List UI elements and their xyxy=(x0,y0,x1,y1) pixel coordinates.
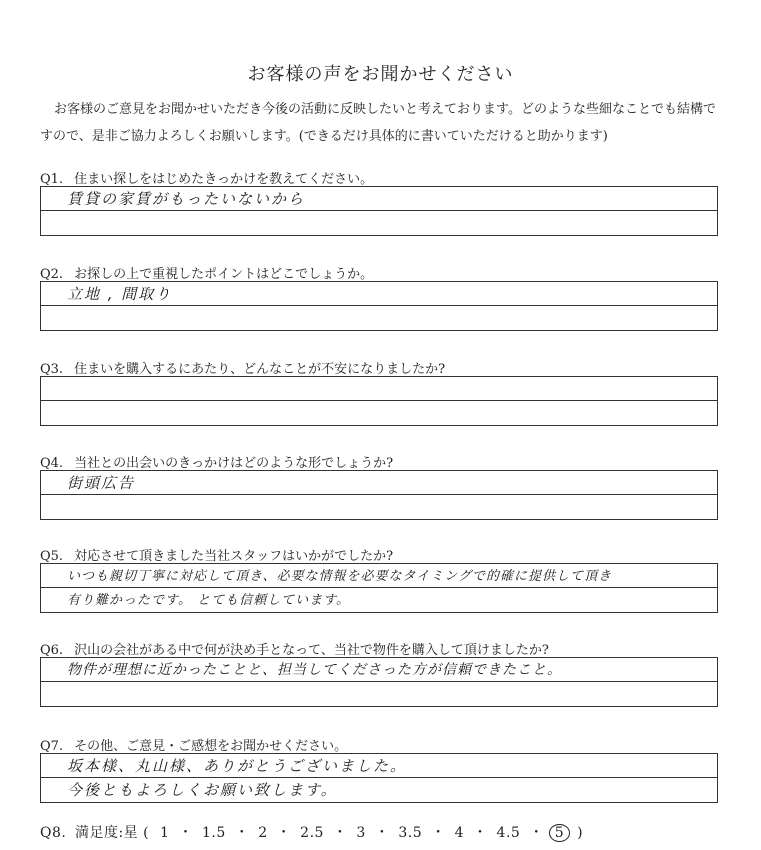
question-3 xyxy=(40,358,445,377)
answer-box-3[interactable] xyxy=(40,376,718,426)
answer-line: 坂本様、丸山様、ありがとうございました。 xyxy=(67,757,408,775)
question-number: Q4. xyxy=(40,456,64,471)
answer-line: いつも親切丁寧に対応して頂き、必要な情報を必要なタイミングで的確に提供して頂き xyxy=(67,569,612,584)
answer-box-5[interactable] xyxy=(40,563,718,613)
rating-option-5[interactable]: 5 xyxy=(549,824,570,842)
question-number: Q2. xyxy=(40,267,64,282)
question-text: 当社との出会いのきっかけはどのような形でしょうか? xyxy=(74,456,394,471)
answer-line: 今後ともよろしくお願い致します。 xyxy=(67,781,338,799)
satisfaction-rating xyxy=(40,822,583,842)
answer-line: 賃貸の家賃がもったいないから xyxy=(67,190,306,208)
rating-option-1-5[interactable]: 1.5 xyxy=(201,825,226,841)
answer-line: 有り難かったです。 とても信頼しています。 xyxy=(67,593,351,608)
answer-box-6[interactable] xyxy=(40,657,718,707)
answer-box-1[interactable] xyxy=(40,186,718,236)
answer-line: 街頭広告 xyxy=(67,474,136,492)
question-7 xyxy=(40,735,347,754)
rating-separator: ・ xyxy=(332,825,348,841)
rating-separator: ・ xyxy=(431,825,446,841)
rating-close: ) xyxy=(577,825,584,841)
question-text: その他、ご意見・ご感想をお聞かせください。 xyxy=(74,739,348,754)
question-2 xyxy=(40,263,373,282)
rating-options xyxy=(154,822,572,842)
answer-box-7[interactable] xyxy=(40,753,718,803)
rating-separator: ・ xyxy=(178,825,193,841)
question-text: お探しの上で重視したポイントはどこでしょうか。 xyxy=(74,267,374,282)
answer-line: 物件が理想に近かったことと、担当してくださった方が信頼できたこと。 xyxy=(67,662,562,678)
rating-option-4[interactable]: 4 xyxy=(454,825,465,841)
question-number: Q8. xyxy=(40,825,67,841)
question-6 xyxy=(40,639,549,658)
rating-separator: ・ xyxy=(374,825,390,841)
question-number: Q7. xyxy=(40,739,64,754)
answer-line: 立地 , 間取り xyxy=(67,285,173,303)
question-1 xyxy=(40,168,373,187)
answer-box-2[interactable] xyxy=(40,281,718,331)
question-number: Q6. xyxy=(40,643,64,658)
question-text: 対応させて頂きました当社スタッフはいかがでしたか? xyxy=(74,549,394,564)
intro-text: お客様のご意見をお聞かせいただき今後の活動に反映したいと考えております。どのような些細なことでも結構ですので、是非ご協力よろしくお願いします。(できるだけ具体的に書いていただけると助かります) xyxy=(40,102,716,144)
question-number: Q1. xyxy=(40,172,64,187)
question-4 xyxy=(40,452,393,471)
answer-box-4[interactable] xyxy=(40,470,718,520)
question-number: Q5. xyxy=(40,549,64,564)
rating-separator: ・ xyxy=(529,825,544,841)
question-5 xyxy=(40,545,393,564)
question-text: 住まい探しをはじめたきっかけを教えてください。 xyxy=(74,172,374,187)
question-text: 住まいを購入するにあたり、どんなことが不安になりましたか? xyxy=(74,362,446,377)
rating-separator: ・ xyxy=(234,825,250,841)
rating-option-4-5[interactable]: 4.5 xyxy=(496,825,521,841)
rating-option-1[interactable]: 1 xyxy=(160,825,170,841)
rating-option-2[interactable]: 2 xyxy=(258,825,268,841)
rating-option-3-5[interactable]: 3.5 xyxy=(398,825,423,841)
page-title: お客様の声をお聞かせください xyxy=(247,64,514,85)
rating-separator: ・ xyxy=(473,825,488,841)
rating-option-2-5[interactable]: 2.5 xyxy=(300,825,324,841)
question-text: 沢山の会社がある中で何が決め手となって、当社で物件を購入して頂けましたか? xyxy=(74,643,549,658)
rating-separator: ・ xyxy=(276,825,292,841)
rating-label: 満足度:星 ( xyxy=(74,825,150,841)
rating-option-3[interactable]: 3 xyxy=(356,825,366,841)
question-number: Q3. xyxy=(40,362,64,377)
